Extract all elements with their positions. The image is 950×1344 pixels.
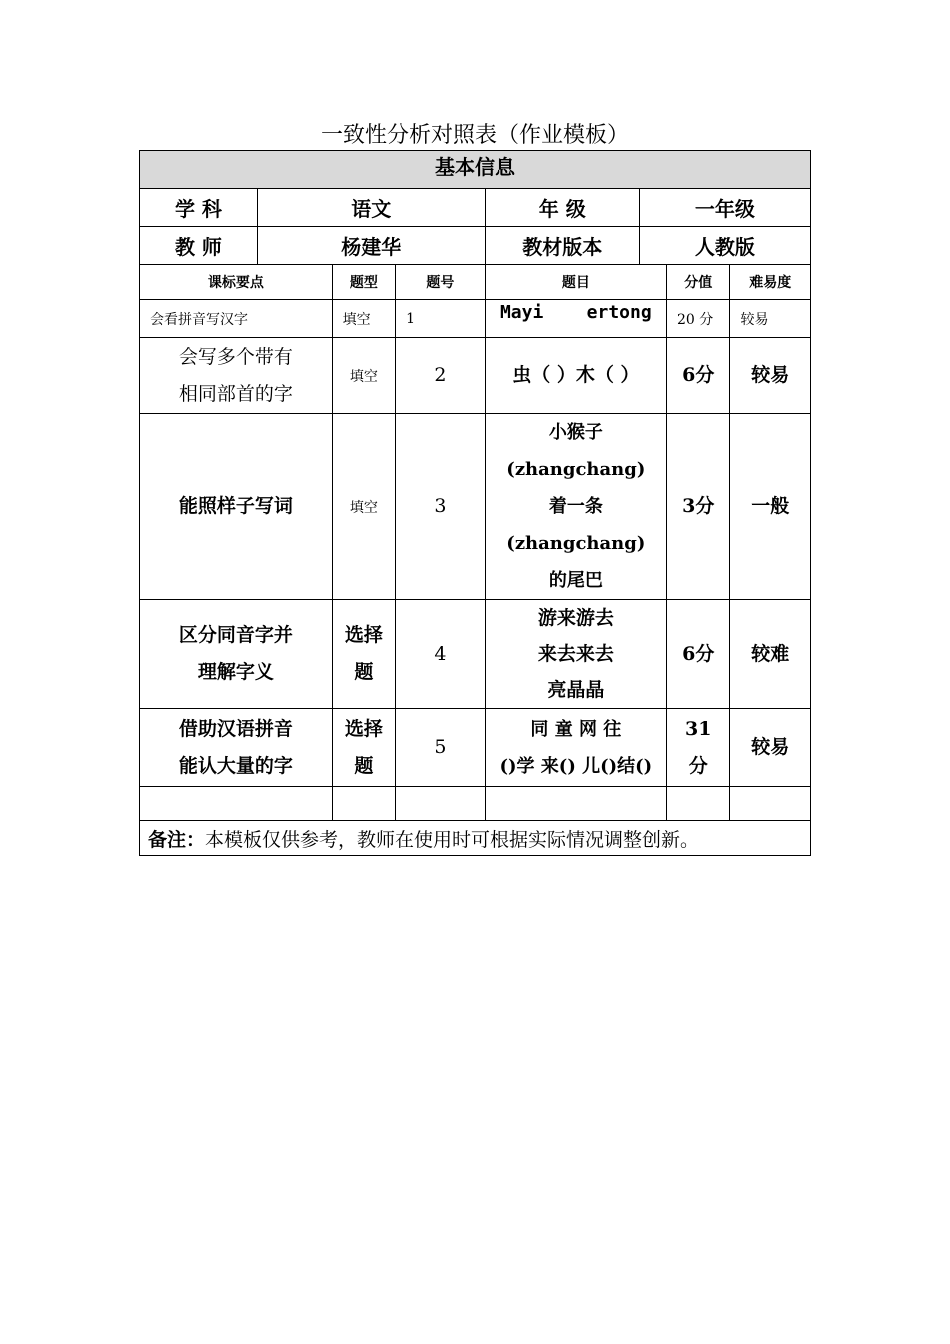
subject-value: 语文: [257, 189, 485, 227]
table-row: [140, 300, 811, 338]
question-cell: 同 童 网 往 ()学 来() 儿()结(): [485, 709, 666, 787]
info-row-2: [140, 227, 811, 265]
question-cell: 虫（ ）木（ ）: [485, 338, 666, 414]
table-row: [140, 600, 811, 709]
question-cell: 游来游去 来去来去 亮晶晶: [485, 600, 666, 709]
grade-label: 年 级: [485, 189, 639, 227]
col-header-point: 课标要点: [140, 265, 333, 300]
question-cell: 小猴子(zhangchang) 着一条(zhangchang) 的尾巴: [485, 414, 666, 600]
edition-label: 教材版本: [485, 227, 639, 265]
table-row: [140, 338, 811, 414]
col-header-difficulty: 难易度: [730, 265, 811, 300]
table-row: [140, 414, 811, 600]
number-cell: 5: [396, 709, 486, 787]
score-cell: 6分: [667, 338, 730, 414]
empty-row: [140, 787, 811, 821]
score-cell: 3分: [667, 414, 730, 600]
empty-cell: [485, 787, 666, 821]
number-cell: 2: [396, 338, 486, 414]
type-cell: 选择 题: [332, 709, 395, 787]
empty-cell: [396, 787, 486, 821]
page-title: 一致性分析对照表（作业模板）: [320, 123, 629, 148]
empty-cell: [140, 787, 333, 821]
empty-cell: [667, 787, 730, 821]
col-header-number: 题号: [396, 265, 486, 300]
number-cell: 3: [396, 414, 486, 600]
column-header-row: [140, 265, 811, 300]
teacher-label: 教 师: [140, 227, 258, 265]
type-cell: 选择 题: [332, 600, 395, 709]
number-cell: 1: [396, 300, 486, 338]
point-cell: 区分同音字并 理解字义: [140, 600, 333, 709]
table-row: [140, 709, 811, 787]
note-cell: [140, 821, 811, 856]
section-header: 基本信息: [140, 151, 811, 189]
note-label: 备注：: [148, 828, 206, 851]
difficulty-cell: 一般: [730, 414, 811, 600]
empty-cell: [730, 787, 811, 821]
analysis-table: [139, 150, 811, 856]
note-text: 本模板仅供参考，教师在使用时可根据实际情况调整创新。: [205, 828, 700, 851]
info-row-1: [140, 189, 811, 227]
score-cell: 6分: [667, 600, 730, 709]
type-cell: 填空: [332, 300, 395, 338]
point-cell: 能照样子写词: [140, 414, 333, 600]
type-cell: 填空: [332, 338, 395, 414]
point-cell: 会写多个带有 相同部首的字: [140, 338, 333, 414]
difficulty-cell: 较易: [730, 709, 811, 787]
edition-value: 人教版: [639, 227, 810, 265]
grade-value: 一年级: [639, 189, 810, 227]
teacher-value: 杨建华: [257, 227, 485, 265]
point-cell: 借助汉语拼音 能认大量的字: [140, 709, 333, 787]
number-cell: 4: [396, 600, 486, 709]
difficulty-cell: 较难: [730, 600, 811, 709]
empty-cell: [332, 787, 395, 821]
point-cell: 会看拼音写汉字: [140, 300, 333, 338]
score-cell: 20 分: [667, 300, 730, 338]
question-cell: Mayi ertong: [485, 300, 666, 338]
subject-label: 学 科: [140, 189, 258, 227]
col-header-question: 题目: [485, 265, 666, 300]
difficulty-cell: 较易: [730, 338, 811, 414]
note-row: [140, 821, 811, 856]
difficulty-cell: 较易: [730, 300, 811, 338]
col-header-score: 分值: [667, 265, 730, 300]
score-cell: 31 分: [667, 709, 730, 787]
type-cell: 填空: [332, 414, 395, 600]
col-header-type: 题型: [332, 265, 395, 300]
